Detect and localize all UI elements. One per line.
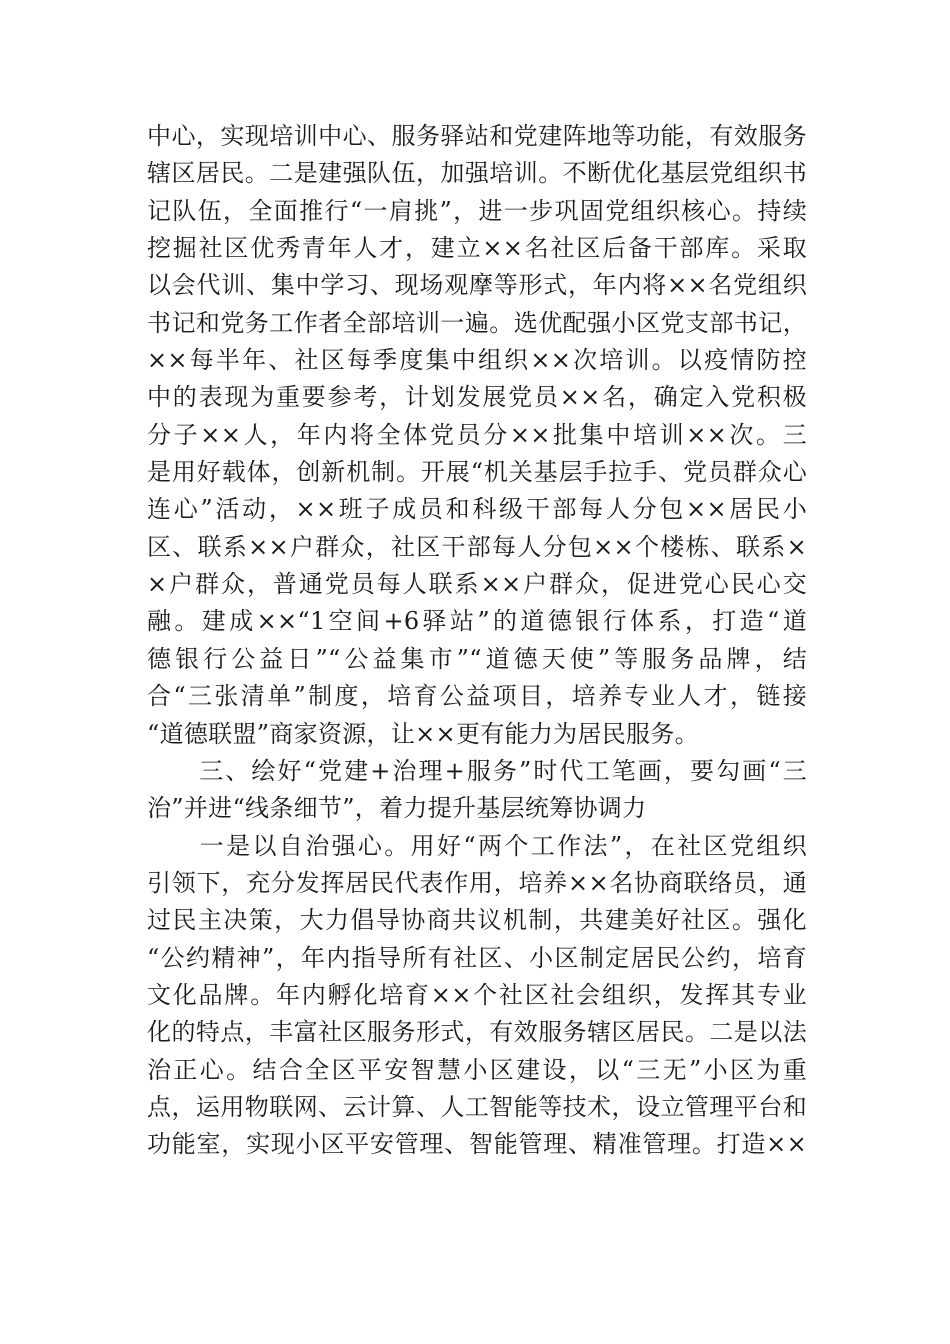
text-line: 治正心。结合全区平安智慧小区建设，以“三无”小区为重	[147, 1055, 807, 1084]
section-heading-line: 治”并进“线条细节”，着力提升基层统筹协调力	[147, 794, 647, 823]
text-line: “公约精神”，年内指导所有社区、小区制定居民公约，培育	[147, 943, 807, 972]
text-line: 连心”活动，××班子成员和科级干部每人分包××居民小	[147, 495, 807, 524]
text-line: 一是以自治强心。用好“两个工作法”，在社区党组织	[147, 831, 807, 860]
text-line: 德银行公益日”“公益集市”“道德天使”等服务品牌，结	[147, 644, 807, 673]
text-line: “道德联盟”商家资源，让××更有能力为居民服务。	[147, 719, 699, 748]
text-line: 分子××人，年内将全体党员分××批集中培训××次。三	[147, 420, 807, 449]
text-line: 点，运用物联网、云计算、人工智能等技术，设立管理平台和	[147, 1092, 807, 1121]
text-line: 功能室，实现小区平安管理、智能管理、精准管理。打造××	[147, 1130, 807, 1159]
text-line: 中的表现为重要参考，计划发展党员××名，确定入党积极	[147, 383, 807, 412]
text-line: 记队伍，全面推行“一肩挑”，进一步巩固党组织核心。持续	[147, 196, 807, 225]
text-line: ×户群众，普通党员每人联系××户群众，促进党心民心交	[147, 570, 807, 599]
text-line: 中心，实现培训中心、服务驿站和党建阵地等功能，有效服务	[147, 122, 807, 150]
text-line: 合“三张清单”制度，培育公益项目，培养专业人才，链接	[147, 682, 807, 711]
text-line: 区、联系××户群众，社区干部每人分包××个楼栋、联系×	[147, 532, 807, 561]
text-line: 是用好载体，创新机制。开展“机关基层手拉手、党员群众心	[147, 458, 807, 487]
text-line: 文化品牌。年内孵化培育××个社区社会组织，发挥其专业	[147, 980, 807, 1009]
text-line: 以会代训、集中学习、现场观摩等形式，年内将××名党组织	[147, 271, 807, 300]
text-line: 辖区居民。二是建强队伍，加强培训。不断优化基层党组织书	[147, 159, 807, 188]
body-text	[147, 118, 807, 1164]
section-heading-line: 三、绘好“党建+治理+服务”时代工笔画，要勾画“三	[147, 756, 807, 785]
text-line: 化的特点，丰富社区服务形式，有效服务辖区居民。二是以法	[147, 1018, 807, 1047]
text-line: 挖掘社区优秀青年人才，建立××名社区后备干部库。采取	[147, 234, 807, 263]
text-line: 融。建成××“1空间+6驿站”的道德银行体系，打造“道	[147, 607, 807, 636]
text-line: ××每半年、社区每季度集中组织××次培训。以疫情防控	[147, 346, 807, 375]
text-line: 过民主决策，大力倡导协商共议机制，共建美好社区。强化	[147, 906, 807, 935]
text-line: 书记和党务工作者全部培训一遍。选优配强小区党支部书记，	[147, 308, 807, 337]
text-line: 引领下，充分发挥居民代表作用，培养××名协商联络员，通	[147, 868, 807, 897]
